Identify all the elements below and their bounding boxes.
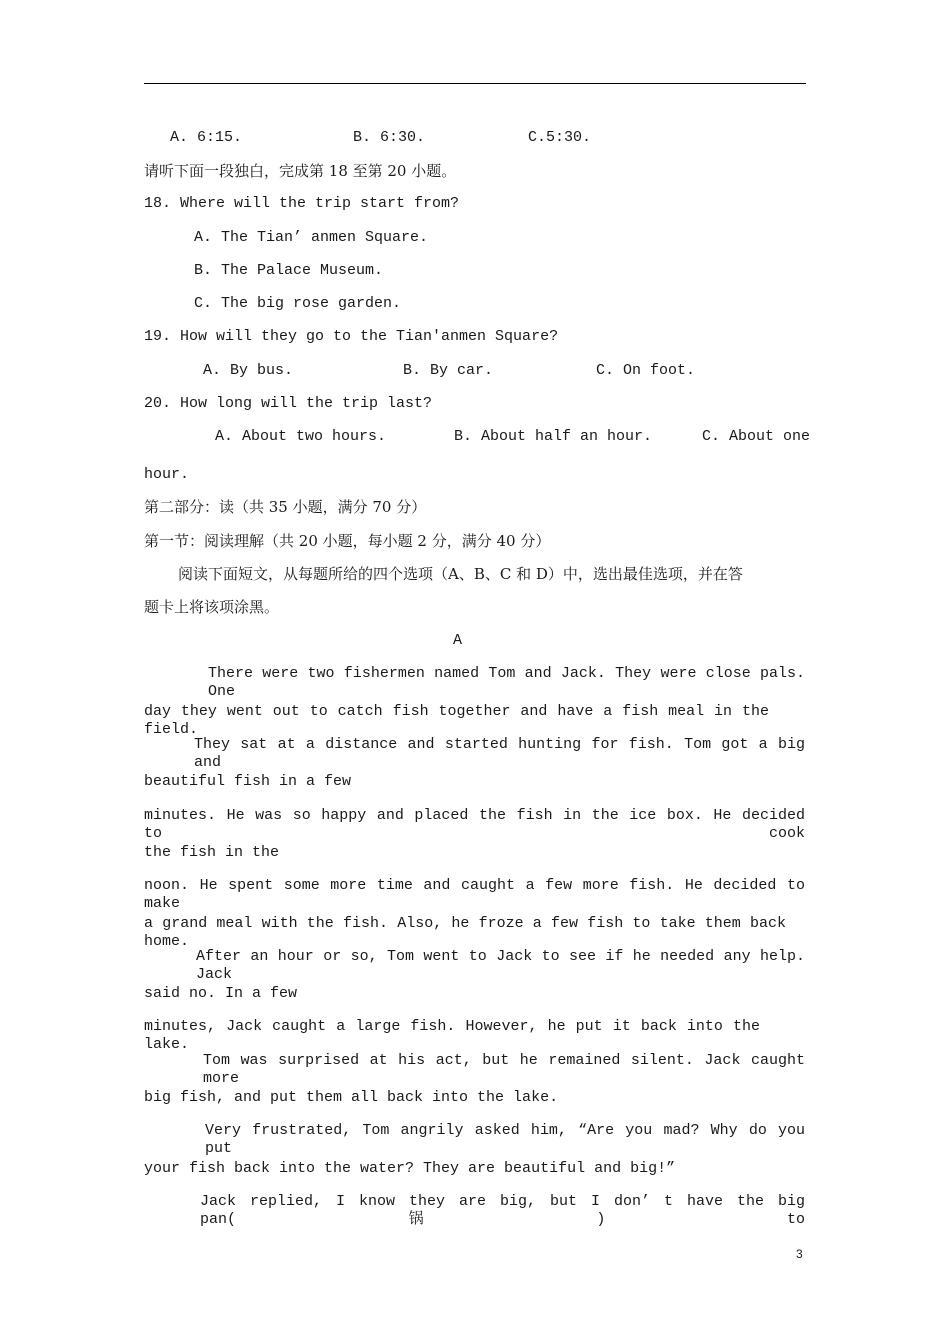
passage-line-12: Tom was surprised at his act, but he remained silent. Jack caught more xyxy=(203,1052,805,1087)
q19-option-c: C. On foot. xyxy=(596,362,696,379)
q17-option-c: C.5:30. xyxy=(528,129,592,146)
section-one-heading: 第一节：阅读理解（共 20 小题，每小题 2 分，满分 40 分） xyxy=(144,532,551,550)
instructions-line-1: 阅读下面短文，从每题所给的四个选项（A、B、C 和 D）中，选出最佳选项，并在答 xyxy=(178,565,743,583)
q18-option-c: C. The big rose garden. xyxy=(194,295,402,312)
passage-line-6: the fish in the xyxy=(144,844,280,861)
passage-label: A xyxy=(453,632,463,649)
passage-line-16: Jack replied, I know they are big, but I don’ t have the big pan(锅) to xyxy=(200,1193,805,1228)
passage-line-7: noon. He spent some more time and caught a few more fish. He decided to make xyxy=(144,877,805,912)
q18-option-a: A. The Tian’ anmen Square. xyxy=(194,229,429,246)
section-intro: 请听下面一段独白，完成第 18 至第 20 小题。 xyxy=(144,162,457,180)
q19-option-b: B. By car. xyxy=(403,362,494,379)
q19-option-a: A. By bus. xyxy=(203,362,294,379)
passage-line-3: They sat at a distance and started hunting for fish. Tom got a big and xyxy=(194,736,805,771)
q20-option-c-continued: hour. xyxy=(144,466,190,483)
q20-option-a: A. About two hours. xyxy=(215,428,387,445)
q17-option-b: B. 6:30. xyxy=(353,129,426,146)
q20-option-b: B. About half an hour. xyxy=(454,428,653,445)
part-two-heading: 第二部分：读（共 35 小题，满分 70 分） xyxy=(144,498,427,516)
passage-line-15: your fish back into the water? They are beautiful and big!” xyxy=(144,1160,676,1177)
page-number: 3 xyxy=(796,1247,803,1261)
passage-line-1: There were two fishermen named Tom and Jack. They were close pals. One xyxy=(208,665,805,700)
passage-line-10: said no. In a few xyxy=(144,985,298,1002)
q20-stem: 20. How long will the trip last? xyxy=(144,395,433,412)
passage-line-8: a grand meal with the fish. Also, he froze a few fish to take them back home. xyxy=(144,915,786,950)
q18-option-b: B. The Palace Museum. xyxy=(194,262,384,279)
passage-line-14: Very frustrated, Tom angrily asked him, “Are you mad? Why do you put xyxy=(205,1122,805,1157)
instructions-line-2: 题卡上将该项涂黑。 xyxy=(144,598,280,616)
q20-option-c: C. About one xyxy=(702,428,811,445)
passage-line-4: beautiful fish in a few xyxy=(144,773,352,790)
q18-stem: 18. Where will the trip start from? xyxy=(144,195,460,212)
header-rule xyxy=(144,83,806,84)
passage-line-13: big fish, and put them all back into the lake. xyxy=(144,1089,559,1106)
q19-stem: 19. How will they go to the Tian'anmen Square? xyxy=(144,328,559,345)
passage-line-11: minutes, Jack caught a large fish. However, he put it back into the lake. xyxy=(144,1018,760,1053)
passage-line-9: After an hour or so, Tom went to Jack to see if he needed any help. Jack xyxy=(196,948,805,983)
passage-line-5: minutes. He was so happy and placed the fish in the ice box. He decided to cook xyxy=(144,807,805,842)
q17-option-a: A. 6:15. xyxy=(170,129,243,146)
passage-line-2: day they went out to catch fish together and have a fish meal in the field. xyxy=(144,703,769,738)
